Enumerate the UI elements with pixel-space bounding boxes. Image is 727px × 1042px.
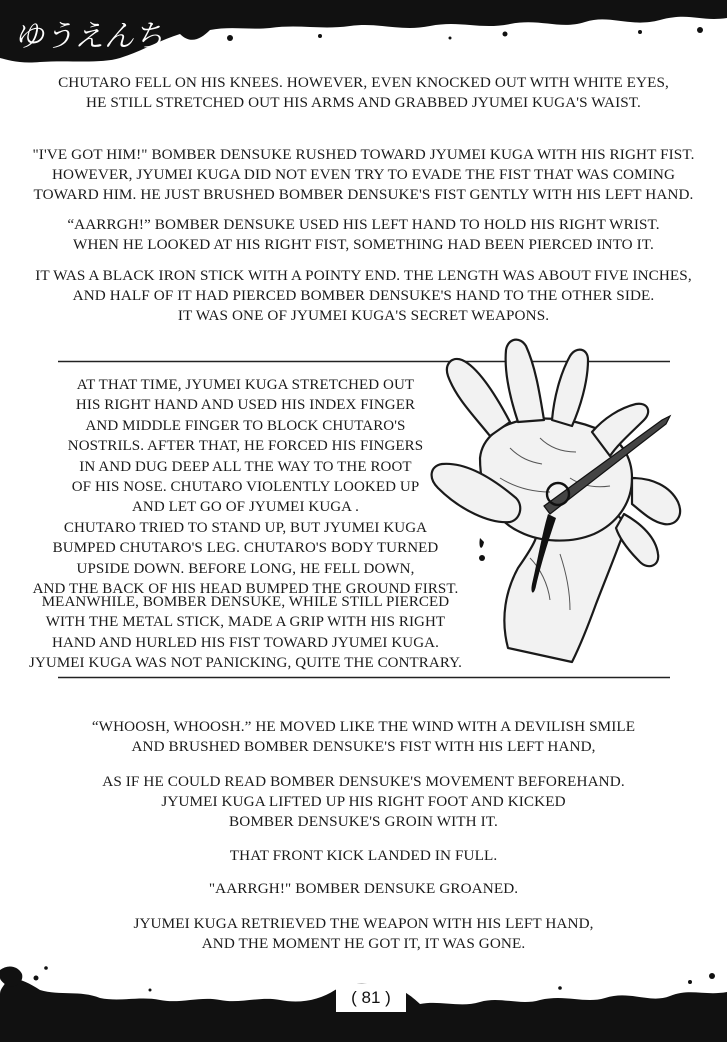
text-line: JYUMEI KUGA LIFTED UP HIS RIGHT FOOT AND KICKED <box>161 793 566 810</box>
text-line: AND HALF OF IT HAD PIERCED BOMBER DENSUKE'S HAND TO THE OTHER SIDE. <box>72 287 655 304</box>
text-line: HOWEVER, JYUMEI KUGA DID NOT EVEN TRY TO EVADE THE FIST THAT WAS COMING <box>51 166 676 183</box>
text-line: "I'VE GOT HIM!" BOMBER DENSUKE RUSHED TOWARD JYUMEI KUGA WITH HIS RIGHT FIST. <box>32 146 695 163</box>
paragraph-3 <box>0 215 727 255</box>
logo <box>6 8 196 60</box>
logo-text: ゆうえんち <box>14 19 164 54</box>
text-line: HE STILL STRETCHED OUT HIS ARMS AND GRABBED JYUMEI KUGA'S WAIST. <box>86 94 641 111</box>
text-line: AND LET GO OF JYUMEI KUGA . <box>131 499 359 516</box>
text-line: TOWARD HIM. HE JUST BRUSHED BOMBER DENSUKE'S FIST GENTLY WITH HIS LEFT HAND. <box>33 186 694 203</box>
text-line: AND MIDDLE FINGER TO BLOCK CHUTARO'S <box>85 417 406 434</box>
text-line: IN AND DUG DEEP ALL THE WAY TO THE ROOT <box>79 458 412 475</box>
divider-line <box>58 676 670 679</box>
text-line: IT WAS ONE OF JYUMEI KUGA'S SECRET WEAPONS. <box>177 307 550 324</box>
page-number: ( 81 ) <box>336 984 406 1012</box>
paragraph-10 <box>0 879 727 899</box>
text-line: WHEN HE LOOKED AT HIS RIGHT FIST, SOMETHING HAD BEEN PIERCED INTO IT. <box>73 236 654 253</box>
text-line: IT WAS A BLACK IRON STICK WITH A POINTY END. THE LENGTH WAS ABOUT FIVE INCHES, <box>35 267 692 284</box>
paragraph-11 <box>0 914 727 954</box>
paragraph-2 <box>0 145 727 205</box>
text-line: JYUMEI KUGA WAS NOT PANICKING, QUITE THE CONTRARY. <box>29 655 462 672</box>
paragraph-9 <box>0 846 727 866</box>
text-line: "AARRGH!" BOMBER DENSUKE GROANED. <box>208 880 519 897</box>
text-line: AS IF HE COULD READ BOMBER DENSUKE'S MOVEMENT BEFOREHAND. <box>102 773 625 790</box>
paragraph-1 <box>0 73 727 113</box>
text-line: AND BRUSHED BOMBER DENSUKE'S FIST WITH HIS LEFT HAND, <box>131 738 596 755</box>
text-line: BOMBER DENSUKE'S GROIN WITH IT. <box>229 813 498 830</box>
text-line: CHUTARO FELL ON HIS KNEES. HOWEVER, EVEN KNOCKED OUT WITH WHITE EYES, <box>58 74 669 91</box>
text-line: UPSIDE DOWN. BEFORE LONG, HE FELL DOWN, <box>76 560 415 577</box>
text-line: HAND AND HURLED HIS FIST TOWARD JYUMEI KUGA. <box>52 634 439 651</box>
text-line: HIS RIGHT HAND AND USED HIS INDEX FINGER <box>75 397 416 414</box>
text-line: JYUMEI KUGA RETRIEVED THE WEAPON WITH HIS LEFT HAND, <box>133 915 594 932</box>
pierced-hand-illustration <box>420 328 692 666</box>
text-line: “WHOOSH, WHOOSH.” HE MOVED LIKE THE WIND WITH A DEVILISH SMILE <box>91 718 636 735</box>
text-line: AND THE MOMENT HE GOT IT, IT WAS GONE. <box>201 935 526 952</box>
text-line: CHUTARO TRIED TO STAND UP, BUT JYUMEI KUGA <box>63 519 428 536</box>
text-line: NOSTRILS. AFTER THAT, HE FORCED HIS FINGERS <box>67 438 424 455</box>
text-line: “AARRGH!” BOMBER DENSUKE USED HIS LEFT HAND TO HOLD HIS RIGHT WRIST. <box>67 216 660 233</box>
text-line: AT THAT TIME, JYUMEI KUGA STRETCHED OUT <box>76 377 415 393</box>
text-line: BUMPED CHUTARO'S LEG. CHUTARO'S BODY TURNED <box>52 540 439 557</box>
paragraph-6 <box>18 592 473 674</box>
paragraph-7 <box>0 717 727 757</box>
logo-mark <box>6 8 196 60</box>
text-line: MEANWHILE, BOMBER DENSUKE, WHILE STILL PIERCED <box>41 594 450 610</box>
paragraph-5 <box>18 375 473 599</box>
text-line: WITH THE METAL STICK, MADE A GRIP WITH HIS RIGHT <box>45 614 446 631</box>
paragraph-4 <box>0 266 727 326</box>
paragraph-8 <box>0 772 727 832</box>
text-line: THAT FRONT KICK LANDED IN FULL. <box>229 847 498 864</box>
text-line: OF HIS NOSE. CHUTARO VIOLENTLY LOOKED UP <box>71 479 420 496</box>
text-line: AND THE BACK OF HIS HEAD BUMPED THE GROUND FIRST. <box>32 581 459 598</box>
